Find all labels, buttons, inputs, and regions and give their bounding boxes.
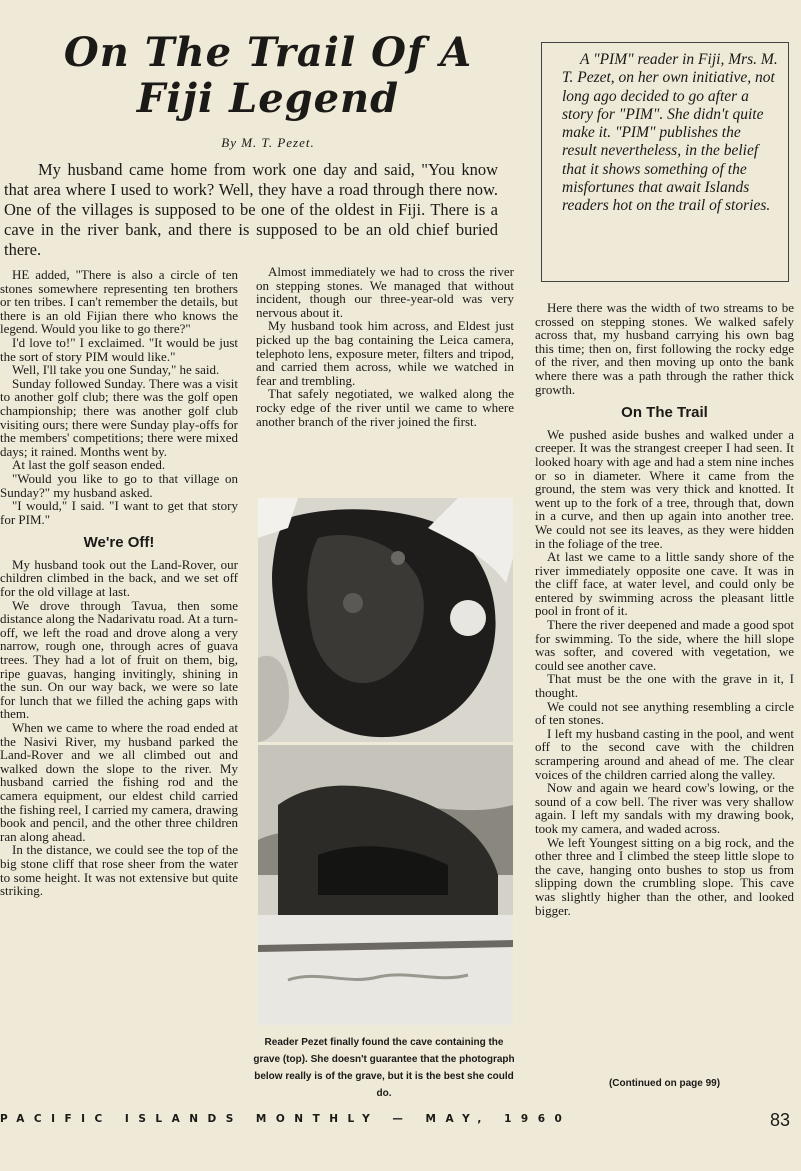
publication-footer: PACIFIC ISLANDS MONTHLY — MAY, 1960: [0, 1113, 572, 1125]
body-paragraph: HE added, "There is also a circle of ten stones somewhere representing ten brothers or ten tribes. I can't remember the details, but there is an old Fijian there who knows the legend. Would you like to go there?": [0, 267, 238, 337]
title-line-2: Fiji Legend: [136, 75, 400, 122]
body-paragraph: "I would," I said. "I want to get that story for PIM.": [0, 498, 238, 527]
body-paragraph: My husband took him across, and Eldest just picked up the bag containing the Leica camera, telephoto lens, exposure meter, filters and tripod, and carried them across, while we watched in fear and trembling.: [256, 318, 514, 388]
body-paragraph: We pushed aside bushes and walked under a creeper. It was the strangest creeper I had seen. It looked hoary with age and had a stem nine inches or so in diameter. Where it came from the ground, the stem was very thick and knotted. It went up to the fork of a tree, through that, down in a curve, and then up again into another tree. We could not see its leaves, as they were hidden in the foliage of the tree.: [535, 426, 794, 551]
section-heading: We're Off!: [83, 534, 155, 552]
page-number: 83: [770, 1110, 791, 1130]
intro-text: My husband came home from work one day and said, "You know that area where I used to work? Well, they have a road through there now. One of the villages is supposed to be one of the oldest in Fiji. There is a cave in the river bank, and there is supposed to be an old chief buried there.: [4, 160, 498, 259]
body-paragraph: Here there was the width of two streams to be crossed on stepping stones. We walked safely across that, my husband carrying his own bag this time; then on, first following the rocky edge of the river, and then moving up onto the bank where there was a path through the rather thick growth.: [535, 300, 794, 397]
body-paragraph: "Would you like to go to that village on Sunday?" my husband asked.: [0, 470, 238, 500]
body-paragraph: At last the golf season ended.: [12, 457, 166, 473]
body-paragraph: Well, I'll take you one Sunday," he said.: [12, 362, 220, 378]
body-paragraph: When we came to where the road ended at the Nasivi River, my husband parked the Land-Rover and we all climbed out and walked down the slope to the river. My husband carried the fishing rod and the camera equipment, our eldest child carried the fishing reel, I carried my camera, drawing book and pencil, and the other three children ran along ahead.: [0, 720, 238, 844]
body-paragraph: Sunday followed Sunday. There was a visit to another golf club; there was the golf open championship; there was another golf club visiting ours; there were Sunday play-offs for the members' competitions; there were mixed days; it rained. Months went by.: [0, 375, 238, 459]
body-paragraph: I left my husband casting in the pool, and went off to the second cave with the children scrampering around and ahead of me. The clear voices of the children carried along the valley.: [535, 725, 794, 782]
body-paragraph: There the river deepened and made a good spot for swimming. To the side, where the hill slope was softer, and covered with vegetation, we could see another cave.: [535, 617, 794, 673]
body-paragraph: We drove through Tavua, then some distance along the Nadarivatu road. At a turn-off, we left the road and drove along a very narrow, rough one, through acres of guava trees. They had a lot of fruit on them, big, ripe guavas, hanging invitingly, shining in the sun. On our way back, we were so late for lunch that we filled the aching gaps with them.: [0, 597, 238, 722]
body-paragraph: My husband took out the Land-Rover, our children climbed in the back, and we set off for the old village at last.: [0, 556, 238, 600]
body-paragraph: We left Youngest sitting on a big rock, and the other three and I climbed the steep little slope to the cave, hanging onto bushes to stop us from slipping down the crumbling slope. This cave was slightly higher than the other, and looked bigger.: [535, 834, 794, 918]
body-paragraph: That safely negotiated, we walked along the rocky edge of the river until we came to where another branch of the river joined the first.: [256, 386, 514, 429]
byline: By M. T. Pezet.: [221, 135, 315, 150]
continued-note: (Continued on page 99): [608, 1078, 721, 1089]
body-paragraph: In the distance, we could see the top of the big stone cliff that rose sheer from the water to some height. It was not extensive but quite striking.: [0, 842, 238, 899]
article-title: [18, 30, 518, 122]
column-1: [0, 268, 238, 898]
grave-photo: [258, 745, 513, 1025]
editor-note-text: A "PIM" reader in Fiji, Mrs. M. T. Pezet, on her own initiative, not long ago decided to go after a story for "PIM". She didn't quite make it. "PIM" publishes the result nevertheless, in the belief that it shows something of the misfortunes that await Islands readers hot on the trail of stories.: [562, 51, 778, 215]
section-heading: On The Trail: [621, 404, 708, 422]
title-line-1: On The Trail Of A: [63, 29, 473, 76]
body-paragraph: Almost immediately we had to cross the river on stepping stones. We managed that without incident, though our three-year-old was very nervous about it.: [256, 264, 514, 320]
photo-caption: Reader Pezet finally found the cave containing the grave (top). She doesn't guarantee that the photograph below really is of the grave, but it is the best she could do.: [253, 1037, 515, 1099]
column-3: [535, 301, 794, 917]
body-paragraph: At last we came to a little sandy shore of the river immediately opposite one cave. It was in the cliff face, at water level, and could only be entered by swimming across the pleasant little pool in front of it.: [535, 549, 794, 619]
editor-note-box: [541, 42, 789, 282]
body-paragraph: I'd love to!" I exclaimed. "It would be just the sort of story PIM would like.": [0, 334, 238, 364]
cave-photo: [258, 498, 513, 742]
body-paragraph: That must be the one with the grave in it, I thought.: [535, 671, 794, 701]
column-2: [256, 265, 514, 428]
body-paragraph: Now and again we heard cow's lowing, or the sound of a cow bell. The river was very shallow again. I left my sandals with my drawing book, took my camera, and waded across.: [535, 780, 794, 836]
intro-paragraph: [4, 160, 498, 260]
body-paragraph: We could not see anything resembling a circle of ten stones.: [535, 698, 794, 728]
